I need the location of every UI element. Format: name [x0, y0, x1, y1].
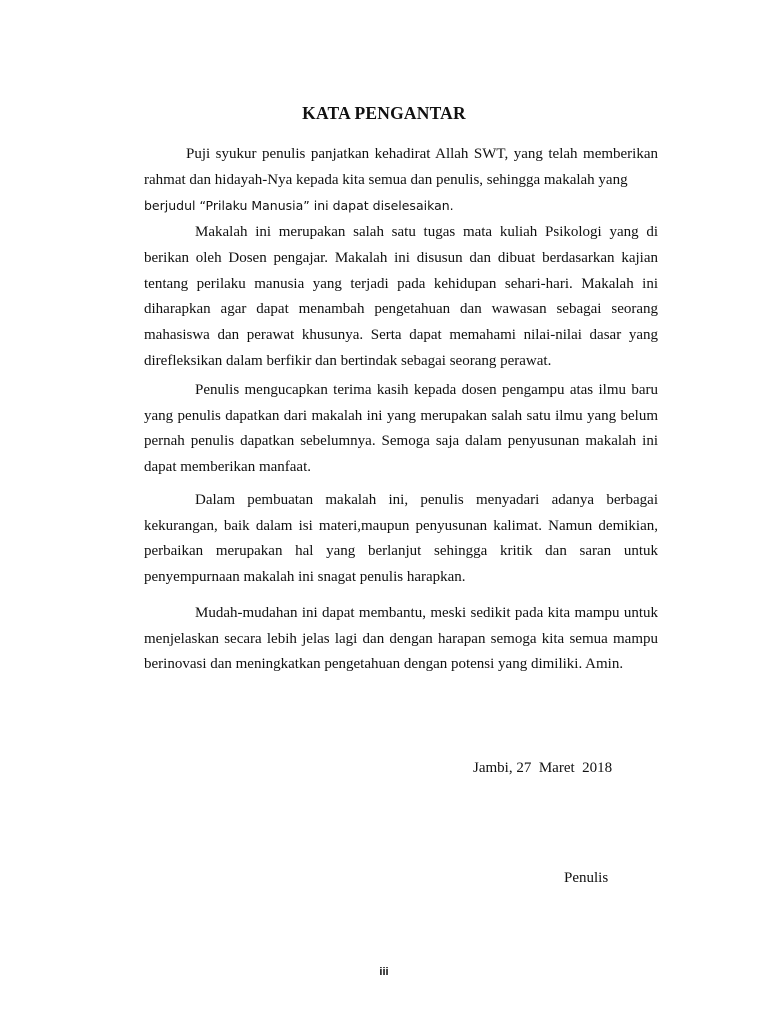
date-line: Jambi, 27 Maret 2018 — [473, 760, 613, 776]
paragraph-intro-tail: berjudul “Prilaku Manusia” ini dapat diselesaikan. — [144, 198, 454, 214]
paragraph-thanks: Penulis mengucapkan terima kasih kepada dosen pengampu atas ilmu baru yang penulis dapatkan dari makalah ini yang merupakan salah satu ilmu yang belum pernah penulis dapatkan sebelumnya. Semoga saja dalam penyusunan makalah ini dapat memberikan manfaat. — [144, 382, 658, 476]
body-block-1 — [144, 142, 658, 374]
paragraph-purpose: Makalah ini merupakan salah satu tugas mata kuliah Psikologi yang di berikan oleh Dosen pengajar. Makalah ini disusun dan dibuat berdasarkan kajian tentang perilaku manusia yang terjadi pada kehidupan sehari-hari. Makalah ini diharapkan agar dapat menambah pengetahuan dan wawasan sebagai seorang mahasiswa dan perawat khusunya. Serta dapat memahami nilai-nilai dasar yang direfleksikan dalam berfikir dan bertindak sebagai seorang perawat. — [144, 224, 658, 369]
paragraph-intro — [144, 142, 658, 220]
paragraph-closing: Mudah-mudahan ini dapat membantu, meski sedikit pada kita mampu untuk menjelaskan secara lebih jelas lagi dan dengan harapan semoga kita semua mampu berinovasi dan meningkatkan pengetahuan dengan potensi yang dimiliki. Amin. — [144, 605, 658, 673]
page-title: KATA PENGANTAR — [302, 103, 466, 123]
paragraph-shortcomings: Dalam pembuatan makalah ini, penulis menyadari adanya berbagai kekurangan, baik dalam isi materi,maupun penyusunan kalimat. Namun demikian, perbaikan merupakan hal yang berlanjut sehingga kritik dan saran untuk penyempurnaan makalah ini snagat penulis harapkan. — [144, 492, 658, 586]
body-block-4 — [144, 601, 658, 678]
page-number: iii — [379, 966, 389, 978]
body-block-3 — [144, 488, 658, 591]
signer-name: Penulis — [564, 870, 609, 886]
paragraph-intro-text: Puji syukur penulis panjatkan kehadirat Allah SWT, yang telah memberikan rahmat dan hidayah-Nya kepada kita semua dan penulis, sehingga makalah yang — [144, 146, 658, 188]
body-block-2 — [144, 378, 658, 481]
